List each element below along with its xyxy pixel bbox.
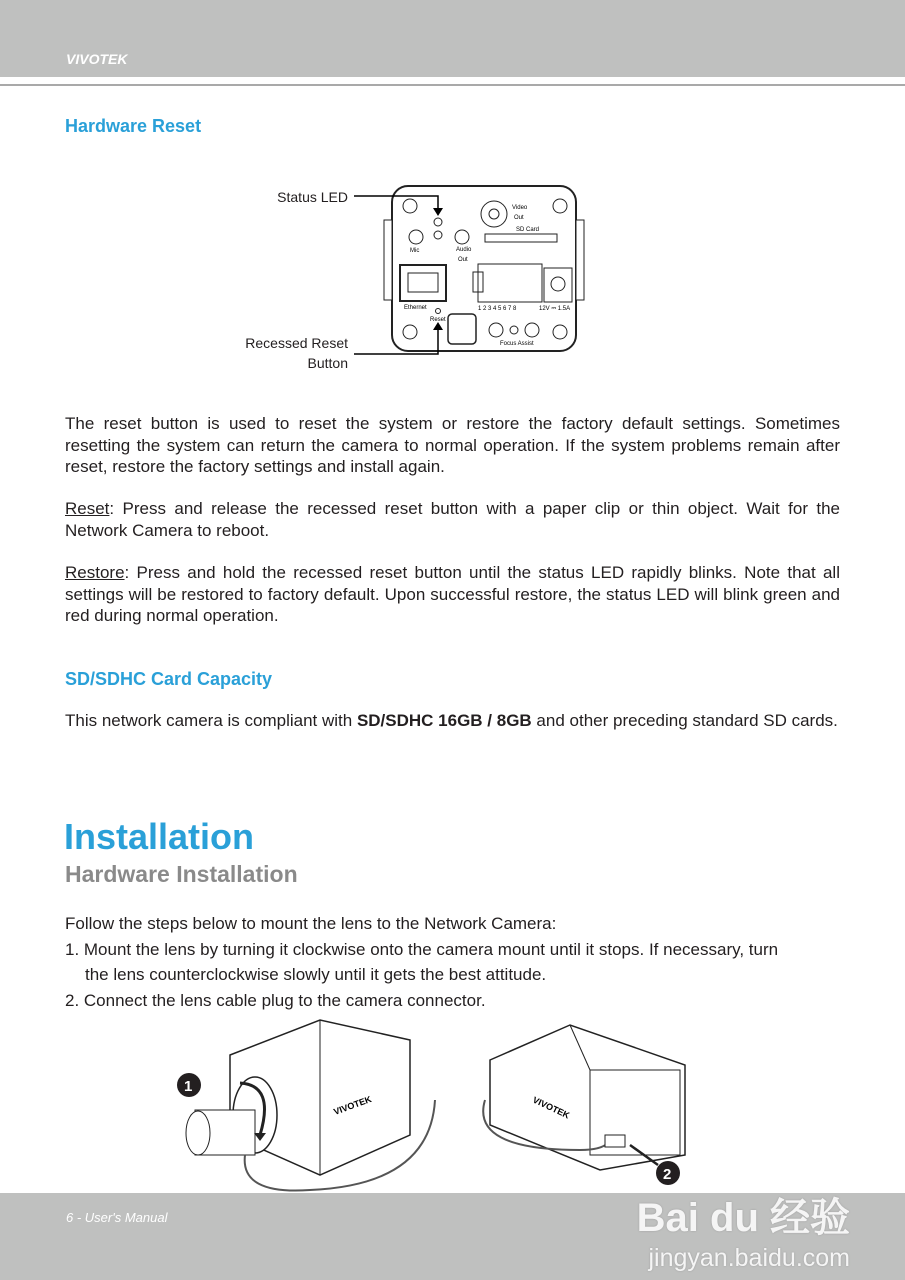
- audio-label: Audio: [456, 247, 472, 253]
- footer-page-number: 6 - User's Manual: [66, 1210, 168, 1225]
- camera-logo-2: VIVOTEK: [531, 1094, 572, 1121]
- audio-out-label: Out: [458, 257, 468, 263]
- sd-card-paragraph: [65, 710, 840, 732]
- ports-label: 1 2 3 4 5 6 7 8: [478, 306, 517, 312]
- mic-label: Mic: [410, 248, 420, 254]
- sd-capacity: SD/SDHC 16GB / 8GB: [356, 711, 532, 730]
- callout-2: 2: [663, 1166, 672, 1183]
- installation-steps: [65, 911, 845, 1013]
- camera-rear-diagram: [350, 180, 590, 360]
- step-1: 1. Mount the lens by turning it clockwise onto the camera mount until it stops. If necessary, turn: [65, 939, 779, 959]
- video-label: Video: [512, 205, 528, 211]
- camera-logo: VIVOTEK: [332, 1093, 373, 1117]
- lens-mount-illustration: [170, 1015, 450, 1195]
- ethernet-label: Ethernet: [404, 305, 427, 311]
- page-header: [0, 0, 905, 77]
- callout-1: 1: [184, 1078, 193, 1095]
- recessed-reset-label-2: Button: [307, 355, 348, 371]
- power-label: 12V ⎓ 1.5A: [539, 306, 571, 312]
- status-led-label: Status LED: [277, 189, 348, 205]
- section-title-sd-card: SD/SDHC Card Capacity: [65, 669, 273, 689]
- reset-paragraph: [65, 498, 840, 541]
- reset-intro-paragraph: The reset button is used to reset the system or restore the factory default settings. Sometimes resetting the system can return the camera to normal operation. If the system problems remain after reset, restore the factory settings and install again.: [65, 414, 840, 476]
- recessed-reset-label: Recessed Reset: [245, 335, 348, 351]
- video-out-label: Out: [514, 215, 524, 221]
- restore-term: Restore: [65, 563, 125, 582]
- section-title-hardware-reset: Hardware Reset: [65, 116, 202, 136]
- step-1-continued: the lens counterclockwise slowly until it gets the best attitude.: [85, 965, 547, 984]
- watermark-url: jingyan.baidu.com: [648, 1244, 850, 1272]
- reset-term: Reset: [65, 499, 110, 518]
- reset-text: : Press and release the recessed reset button with a paper clip or thin object. Wait for the Network Camera to reboot.: [65, 499, 840, 540]
- reset-label: Reset: [430, 317, 446, 323]
- steps-intro: Follow the steps below to mount the lens to the Network Camera:: [65, 914, 557, 933]
- restore-paragraph: [65, 562, 840, 627]
- sd-text-after: and other preceding standard SD cards.: [531, 711, 838, 730]
- installation-title: Installation: [64, 816, 255, 857]
- watermark: Bai du 经验: [636, 1196, 850, 1240]
- header-divider: [0, 84, 905, 86]
- restore-text: : Press and hold the recessed reset button until the status LED rapidly blinks. Note that all settings will be restored to factory default. Upon successful restore, the status LED will blink green and red during normal operation.: [65, 563, 840, 625]
- sd-text-before: This network camera is compliant with: [65, 711, 357, 730]
- brand-logo: VIVOTEK: [66, 51, 128, 67]
- cable-connection-illustration: [470, 1020, 700, 1190]
- sd-card-label: SD Card: [516, 227, 540, 233]
- focus-assist-label: Focus Assist: [500, 341, 534, 347]
- hardware-installation-subtitle: Hardware Installation: [65, 861, 298, 887]
- step-2: 2. Connect the lens cable plug to the camera connector.: [65, 990, 486, 1010]
